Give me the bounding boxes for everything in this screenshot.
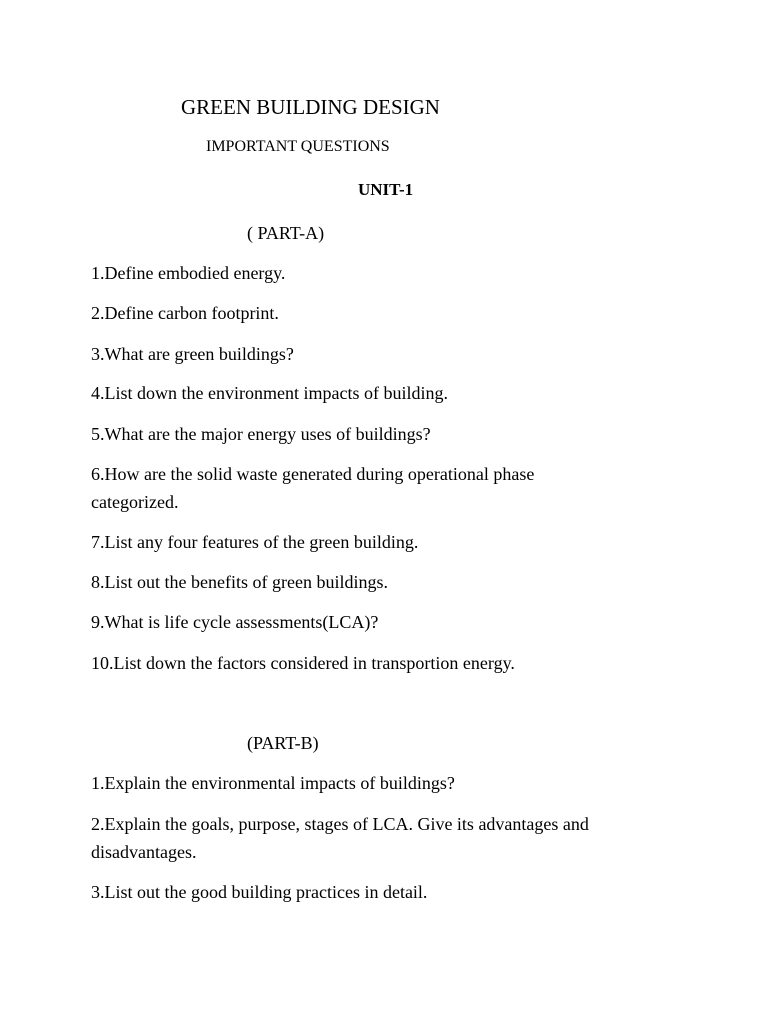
document-title: GREEN BUILDING DESIGN	[181, 95, 440, 119]
part-a-question: 2.Define carbon footprint.	[91, 303, 279, 323]
part-b-question: 2.Explain the goals, purpose, stages of LCA. Give its advantages and	[91, 814, 589, 834]
part-a-question: 6.How are the solid waste generated during operational phase	[91, 464, 535, 484]
part-a-question: 3.What are green buildings?	[91, 344, 294, 364]
part-a-question: 9.What is life cycle assessments(LCA)?	[91, 612, 379, 632]
document-subtitle: IMPORTANT QUESTIONS	[206, 138, 390, 155]
part-a-question: 8.List out the benefits of green buildings.	[91, 572, 388, 592]
part-b-question: 3.List out the good building practices in detail.	[91, 882, 428, 902]
unit-heading: UNIT-1	[358, 180, 414, 199]
part-b-heading: (PART-B)	[247, 733, 319, 753]
part-b-question: 1.Explain the environmental impacts of buildings?	[91, 773, 455, 793]
part-a-question: 1.Define embodied energy.	[91, 263, 286, 283]
part-a-question: 7.List any four features of the green building.	[91, 532, 419, 552]
part-a-question: 4.List down the environment impacts of building.	[91, 383, 448, 403]
part-a-question: 5.What are the major energy uses of buildings?	[91, 424, 431, 444]
part-a-question-continued: categorized.	[91, 492, 179, 512]
part-b-question-continued: disadvantages.	[91, 842, 197, 862]
part-a-heading: ( PART-A)	[247, 223, 325, 243]
part-a-question: 10.List down the factors considered in transportion energy.	[91, 653, 515, 673]
